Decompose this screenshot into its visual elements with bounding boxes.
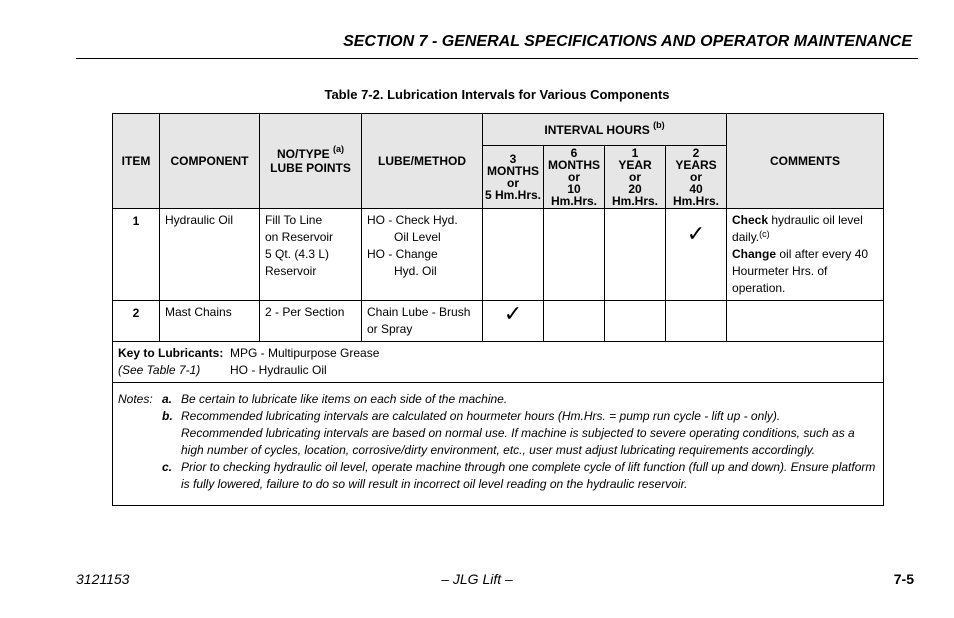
row-item-number: 1 xyxy=(113,209,160,301)
comment-check-sup: (c) xyxy=(759,229,770,239)
section-title: SECTION 7 - GENERAL SPECIFICATIONS AND OPERATOR MAINTENANCE xyxy=(343,33,912,50)
table-notes xyxy=(113,383,884,506)
note-a: Be certain to lubricate like items on each side of the machine. xyxy=(181,392,508,406)
header-item: ITEM xyxy=(113,114,160,209)
table-row xyxy=(113,301,884,342)
row-interval-2-years xyxy=(666,301,727,342)
interval-hours: 10 Hm.Hrs. xyxy=(550,182,597,208)
row-comments xyxy=(727,209,884,301)
table-caption: Table 7-2. Lubrication Intervals for Various Components xyxy=(324,87,670,102)
row-lube-method xyxy=(362,209,483,301)
header-lube-method: LUBE/METHOD xyxy=(362,114,483,209)
checkmark-icon: ✓ xyxy=(503,301,523,326)
note-b-line1: Recommended lubricating intervals are calculated on hourmeter hours (Hm.Hrs. = pump run cycle - lift up - only). xyxy=(181,409,781,423)
header-no-type xyxy=(260,114,362,209)
row-lube-method: Chain Lube - Brush or Spray xyxy=(362,301,483,342)
lubrication-table xyxy=(112,113,884,506)
row-no-type: 2 - Per Section xyxy=(260,301,362,342)
header-no-type-sup: (a) xyxy=(333,144,345,154)
header-interval-1-year xyxy=(605,146,666,209)
note-c: Prior to checking hydraulic oil level, operate machine through one complete cycle of lift function (full up and down). Ensure platform is fully lowered, failure to do so will result in incorrect oil level reading on the hydraulic reservoir. xyxy=(181,460,876,491)
interval-unit: MONTHS xyxy=(487,164,539,178)
interval-or: or xyxy=(629,170,641,184)
key-mpg: MPG - Multipurpose Grease xyxy=(230,346,380,360)
row-interval-6-months xyxy=(544,209,605,301)
checkmark-icon: ✓ xyxy=(686,221,706,246)
header-interval-label: INTERVAL HOURS xyxy=(544,122,650,137)
notes-label: Notes: xyxy=(118,392,153,406)
note-letter: c. xyxy=(162,460,173,474)
row-interval-3-months xyxy=(483,209,544,301)
header-comments: COMMENTS xyxy=(727,114,884,209)
comment-check-label: Check xyxy=(732,213,769,227)
header-interval-sup: (b) xyxy=(653,119,665,130)
note-b-line2: Recommended lubricating intervals are based on normal use. If machine is subjected to severe operating conditions, such as a high number of cycles, location, corrosive/dirty environment, etc., user must adjust lubricating requirements accordingly. xyxy=(181,426,855,457)
footer-center-title: – JLG Lift – xyxy=(441,571,513,587)
note-letter: b. xyxy=(162,409,173,423)
header-no-type-label: NO/TYPE xyxy=(276,147,330,161)
lube-line: HO - Change xyxy=(367,247,438,261)
interval-number: 3 xyxy=(509,152,517,166)
row-interval-1-year xyxy=(605,301,666,342)
row-comments xyxy=(727,301,884,342)
header-interval-3-months xyxy=(483,146,544,209)
footer-page-number: 7-5 xyxy=(893,571,914,587)
lube-line: Hyd. Oil xyxy=(394,264,437,278)
row-interval-2-years xyxy=(666,209,727,301)
comment-change-text: oil after every 40 Hourmeter Hrs. of operation. xyxy=(732,247,869,295)
interval-number: 2 xyxy=(692,146,700,160)
key-label: Key to Lubricants: xyxy=(118,346,224,360)
comment-check-text: hydraulic oil level daily. xyxy=(732,213,863,244)
header-interval-2-years xyxy=(666,146,727,209)
row-interval-6-months xyxy=(544,301,605,342)
lube-line: Oil Level xyxy=(394,230,441,244)
row-no-type xyxy=(260,209,362,301)
interval-number: 1 xyxy=(631,146,639,160)
row-component: Hydraulic Oil xyxy=(160,209,260,301)
interval-hours: 5 Hm.Hrs. xyxy=(484,188,542,202)
no-type-line: Fill To Line xyxy=(265,213,323,227)
no-type-line: Reservoir xyxy=(265,264,317,278)
header-interval-hours xyxy=(483,114,727,146)
interval-unit: YEARS xyxy=(675,158,717,172)
header-component: COMPONENT xyxy=(160,114,260,209)
no-type-line: 5 Qt. (4.3 L) xyxy=(265,247,330,261)
row-item-number: 2 xyxy=(113,301,160,342)
lube-line: HO - Check Hyd. xyxy=(367,213,458,227)
comment-change-label: Change xyxy=(732,247,777,261)
footer-doc-number: 3121153 xyxy=(76,571,130,587)
row-interval-3-months xyxy=(483,301,544,342)
note-letter: a. xyxy=(162,392,173,406)
interval-or: or xyxy=(690,170,702,184)
interval-or: or xyxy=(568,170,580,184)
key-ho: HO - Hydraulic Oil xyxy=(230,363,327,377)
interval-number: 6 xyxy=(570,146,578,160)
interval-unit: MONTHS xyxy=(548,158,600,172)
row-component: Mast Chains xyxy=(160,301,260,342)
header-rule xyxy=(76,58,918,59)
no-type-line: on Reservoir xyxy=(265,230,334,244)
header-interval-6-months xyxy=(544,146,605,209)
header-lube-points: LUBE POINTS xyxy=(270,161,351,175)
interval-or: or xyxy=(507,176,519,190)
interval-hours: 20 Hm.Hrs. xyxy=(611,182,658,208)
interval-unit: YEAR xyxy=(618,158,652,172)
key-see-table: (See Table 7-1) xyxy=(118,363,201,377)
lubricant-key xyxy=(113,342,884,383)
table-row xyxy=(113,209,884,301)
interval-hours: 40 Hm.Hrs. xyxy=(673,182,720,208)
row-interval-1-year xyxy=(605,209,666,301)
